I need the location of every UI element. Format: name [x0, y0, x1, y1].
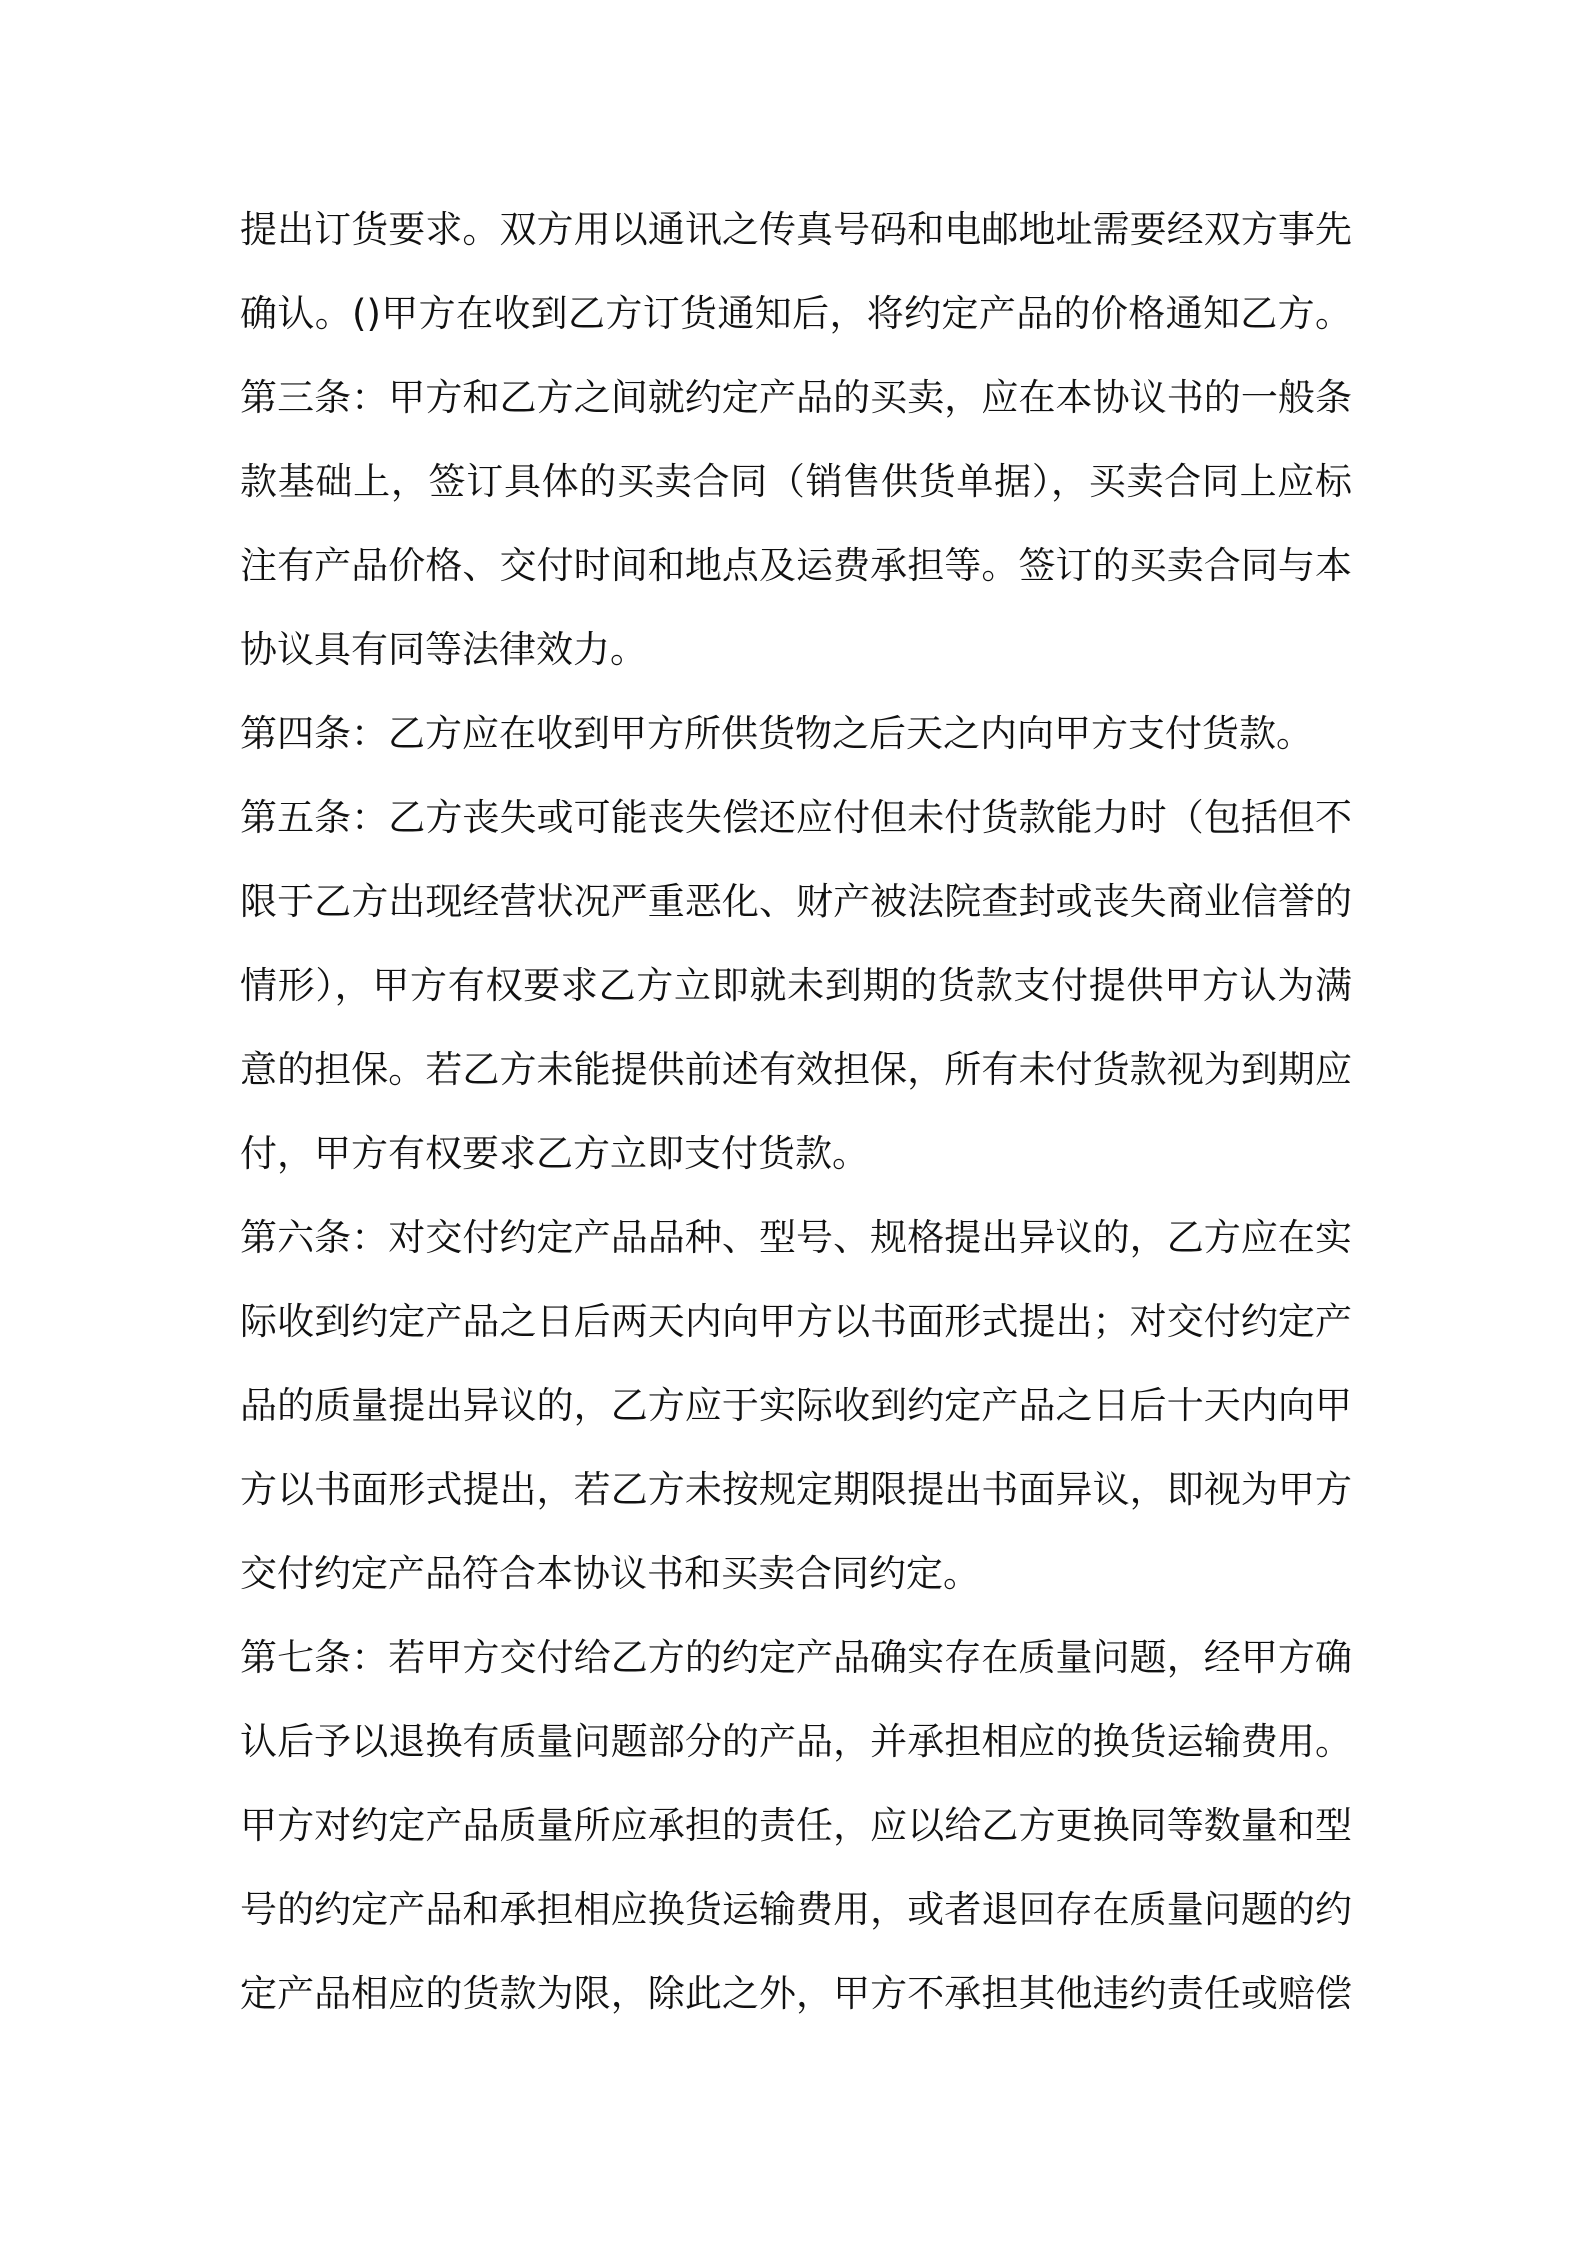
- text-line: 第七条：若甲方交付给乙方的约定产品确实存在质量问题，经甲方确: [240, 1636, 1352, 1679]
- text-line: 第四条：乙方应在收到甲方所供货物之后天之内向甲方支付货款。: [240, 712, 1313, 755]
- text-line: 认后予以退换有质量问题部分的产品，并承担相应的换货运输费用。: [240, 1720, 1352, 1763]
- text-line: 情形），甲方有权要求乙方立即就未到期的货款支付提供甲方认为满: [240, 964, 1352, 1007]
- text-line: 注有产品价格、交付时间和地点及运费承担等。签订的买卖合同与本: [240, 544, 1352, 587]
- text-line: 方以书面形式提出，若乙方未按规定期限提出书面异议，即视为甲方: [240, 1468, 1352, 1511]
- text-line: 第六条：对交付约定产品品种、型号、规格提出异议的，乙方应在实: [240, 1216, 1352, 1259]
- text-line: 交付约定产品符合本协议书和买卖合同约定。: [240, 1552, 980, 1595]
- text-line: 协议具有同等法律效力。: [240, 628, 647, 671]
- text-line: 第五条：乙方丧失或可能丧失偿还应付但未付货款能力时（包括但不: [240, 796, 1352, 839]
- text-line: 意的担保。若乙方未能提供前述有效担保，所有未付货款视为到期应: [240, 1048, 1352, 1091]
- text-line: 号的约定产品和承担相应换货运输费用，或者退回存在质量问题的约: [240, 1888, 1352, 1931]
- text-line: 际收到约定产品之日后两天内向甲方以书面形式提出；对交付约定产: [240, 1300, 1352, 1343]
- text-line: 第三条：甲方和乙方之间就约定产品的买卖，应在本协议书的一般条: [240, 376, 1352, 419]
- text-line: 限于乙方出现经营状况严重恶化、财产被法院查封或丧失商业信誉的: [240, 880, 1352, 923]
- text-line: 定产品相应的货款为限，除此之外，甲方不承担其他违约责任或赔偿: [240, 1972, 1352, 2015]
- text-line: 确认。()甲方在收到乙方订货通知后，将约定产品的价格通知乙方。: [240, 292, 1352, 335]
- text-line: 款基础上，签订具体的买卖合同（销售供货单据），买卖合同上应标: [240, 460, 1352, 503]
- contract-text-block: [240, 188, 1352, 2036]
- text-line: 品的质量提出异议的，乙方应于实际收到约定产品之日后十天内向甲: [240, 1384, 1352, 1427]
- text-line: 甲方对约定产品质量所应承担的责任，应以给乙方更换同等数量和型: [240, 1804, 1352, 1847]
- text-line: 付，甲方有权要求乙方立即支付货款。: [240, 1132, 869, 1175]
- text-line: 提出订货要求。双方用以通讯之传真号码和电邮地址需要经双方事先: [240, 208, 1352, 251]
